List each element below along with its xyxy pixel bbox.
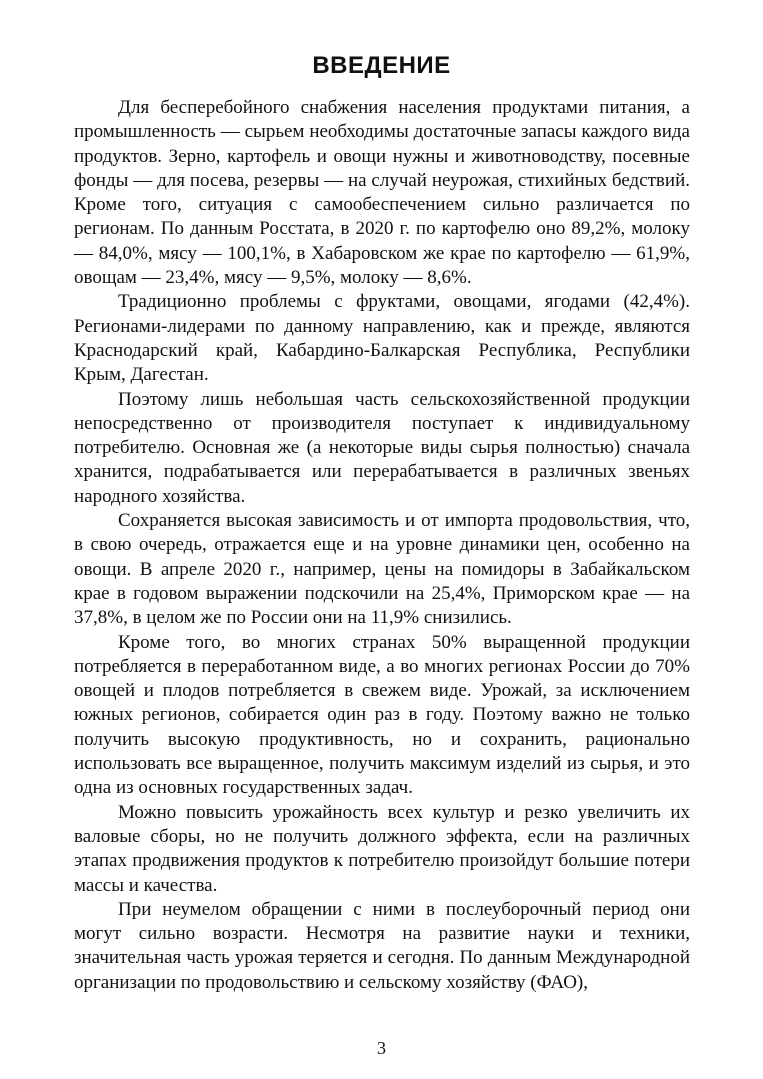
- paragraph: Сохраняется высокая зависимость и от импорта продовольствия, что, в свою очередь, отражается еще и на уровне динамики цен, особенно на овощи. В апреле 2020 г., например, цены на помидоры в Забайкальском крае в годовом выражении подскочили на 25,4%, Приморском крае — на 37,8%, в целом же по России они на 11,9% снизились.: [74, 510, 690, 629]
- paragraph: При неумелом обращении с ними в послеуборочный период они могут сильно возрасти. Несмотря на развитие науки и техники, значительная часть урожая теряется и сегодня. По данным Международной организации по продовольствию и сельскому хозяйству (ФАО),: [74, 898, 690, 993]
- paragraph: Кроме того, во многих странах 50% выращенной продукции потребляется в переработанном виде, а во многих регионах России до 70% овощей и плодов потребляется в свежем виде. Урожай, за исключением южных регионов, собирается один раз в году. Поэтому важно не только получить высокую продуктивность, но и сохранить, рационально использовать все выращенное, получить максимум изделий из сырья, и это одна из основных государственных задач.: [74, 631, 690, 799]
- paragraph: Для бесперебойного снабжения населения продуктами питания, а промышленность — сырьем необходимы достаточные запасы каждого вида продуктов. Зерно, картофель и овощи нужны и животноводству, посевные фонды — для посева, резервы — на случай неурожая, стихийных бедствий. Кроме того, ситуация с самообеспечением сильно различается по регионам. По данным Росстата, в 2020 г. по картофелю оно 89,2%, молоку — 84,0%, мясу — 100,1%, в Хабаровском же крае по картофелю — 61,9%, овощам — 23,4%, мясу — 9,5%, молоку — 8,6%.: [74, 97, 690, 289]
- page-number: 3: [377, 1038, 386, 1058]
- paragraph: Традиционно проблемы с фруктами, овощами, ягодами (42,4%). Регионами-лидерами по данному направлению, как и прежде, являются Краснодарский край, Кабардино-Балкарская Республика, Республики Крым, Дагестан.: [74, 291, 690, 386]
- paragraph: Поэтому лишь небольшая часть сельскохозяйственной продукции непосредственно от производителя поступает к индивидуальному потребителю. Основная же (а некоторые виды сырья полностью) сначала хранится, подрабатывается или перерабатывается в различных звеньях народного хозяйства.: [74, 388, 690, 507]
- paragraph: Можно повысить урожайность всех культур и резко увеличить их валовые сборы, но не получить должного эффекта, если на различных этапах продвижения продуктов к потребителю произойдут большие потери массы и качества.: [74, 801, 690, 896]
- body-text: [74, 96, 690, 995]
- page-title: ВВЕДЕНИЕ: [312, 52, 451, 79]
